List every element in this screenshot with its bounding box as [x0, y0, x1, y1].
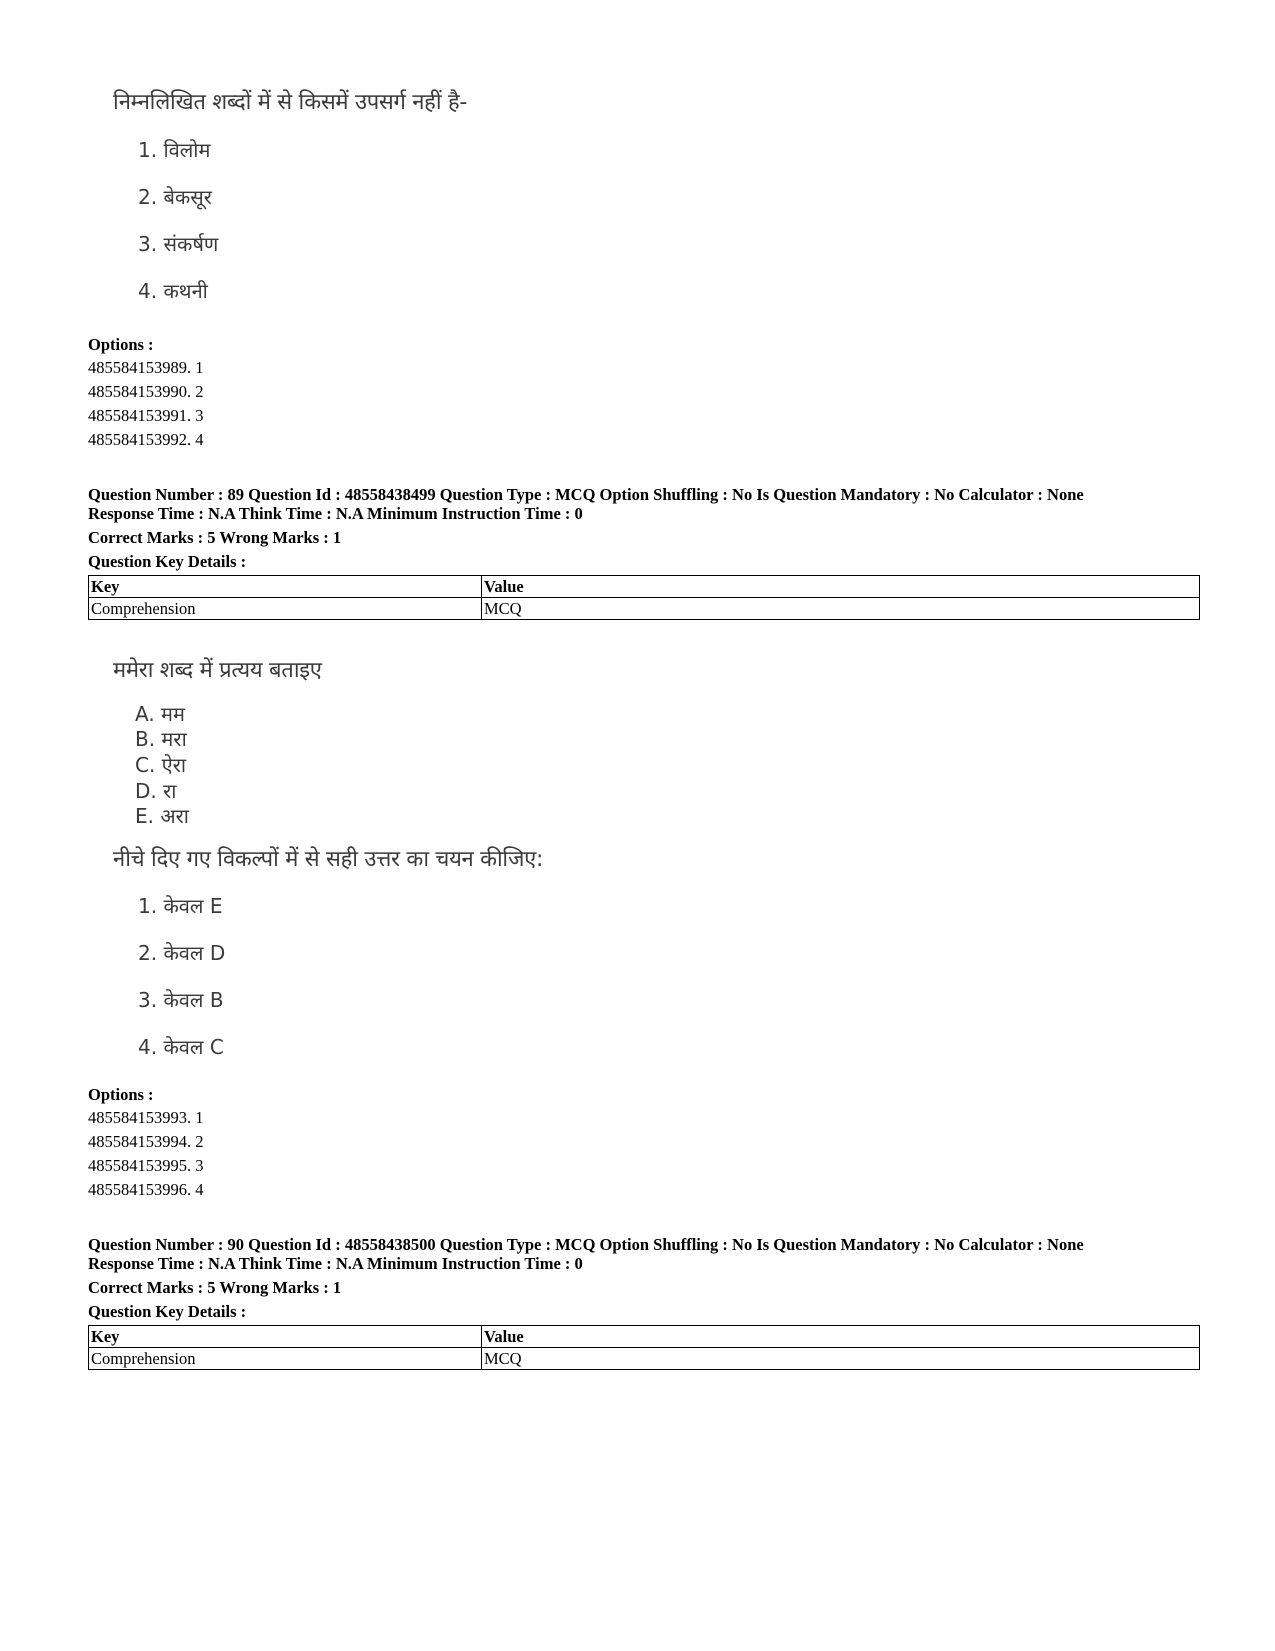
q88-question-text: निम्नलिखित शब्दों में से किसमें उपसर्ग नहीं है- [113, 90, 467, 115]
q89-key-details-label: Question Key Details : [88, 552, 247, 571]
q89-table-value: MCQ [482, 598, 1200, 620]
q88-option-3: 485584153991. 3 [88, 406, 204, 425]
q90-key-details-label: Question Key Details : [88, 1302, 247, 1321]
q88-choice-3: 3. संकर्षण [138, 232, 219, 256]
table-row [89, 576, 1200, 598]
q90-marks: Correct Marks : 5 Wrong Marks : 1 [88, 1278, 342, 1297]
q89-instruction: नीचे दिए गए विकल्पों में से सही उत्तर का चयन कीजिए: [113, 847, 544, 872]
q90-table-header-value: Value [482, 1326, 1200, 1348]
q89-statement-c: C. ऐरा [135, 753, 187, 777]
q89-statement-b: B. मरा [135, 727, 187, 751]
q89-table-header-value: Value [482, 576, 1200, 598]
q89-option-3: 485584153995. 3 [88, 1156, 204, 1175]
q88-options-list [88, 356, 204, 452]
q89-meta-line2: Response Time : N.A Think Time : N.A Minimum Instruction Time : 0 [88, 504, 583, 523]
q89-table-header-key: Key [89, 576, 482, 598]
q89-option-4: 485584153996. 4 [88, 1180, 204, 1199]
q89-statement-d: D. रा [135, 779, 177, 803]
q89-option-2: 485584153994. 2 [88, 1132, 204, 1151]
q88-option-4: 485584153992. 4 [88, 430, 204, 449]
q89-key-table [88, 575, 1200, 620]
q88-option-2: 485584153990. 2 [88, 382, 204, 401]
q88-choice-4: 4. कथनी [138, 279, 208, 303]
q88-option-1: 485584153989. 1 [88, 358, 204, 377]
q89-choice-2: 2. केवल D [138, 941, 226, 965]
q89-table-key: Comprehension [89, 598, 482, 620]
table-row [89, 1326, 1200, 1348]
q89-options-list [88, 1106, 204, 1202]
q89-meta-line1: Question Number : 89 Question Id : 48558438499 Question Type : MCQ Option Shuffling : No Is Question Mandatory : No Calculator : None [88, 485, 1084, 504]
q90-table-header-key: Key [89, 1326, 482, 1348]
q89-options-label: Options : [88, 1085, 154, 1104]
q88-options-label: Options : [88, 335, 154, 354]
q88-choice-1: 1. विलोम [138, 138, 211, 162]
q90-table-value: MCQ [482, 1348, 1200, 1370]
q89-marks: Correct Marks : 5 Wrong Marks : 1 [88, 528, 342, 547]
q90-meta-line2: Response Time : N.A Think Time : N.A Minimum Instruction Time : 0 [88, 1254, 583, 1273]
table-row [89, 598, 1200, 620]
q89-question-text: ममेरा शब्द में प्रत्यय बताइए [113, 658, 322, 683]
q89-choice-1: 1. केवल E [138, 894, 223, 918]
q90-table-key: Comprehension [89, 1348, 482, 1370]
table-row [89, 1348, 1200, 1370]
q90-key-table [88, 1325, 1200, 1370]
q89-statement-a: A. मम [135, 702, 185, 726]
q89-choice-3: 3. केवल B [138, 988, 224, 1012]
q89-choice-4: 4. केवल C [138, 1035, 224, 1059]
q90-meta-line1: Question Number : 90 Question Id : 48558438500 Question Type : MCQ Option Shuffling : No Is Question Mandatory : No Calculator : None [88, 1235, 1084, 1254]
q89-statement-e: E. अरा [135, 804, 189, 828]
q89-option-1: 485584153993. 1 [88, 1108, 204, 1127]
q88-choice-2: 2. बेकसूर [138, 185, 212, 209]
